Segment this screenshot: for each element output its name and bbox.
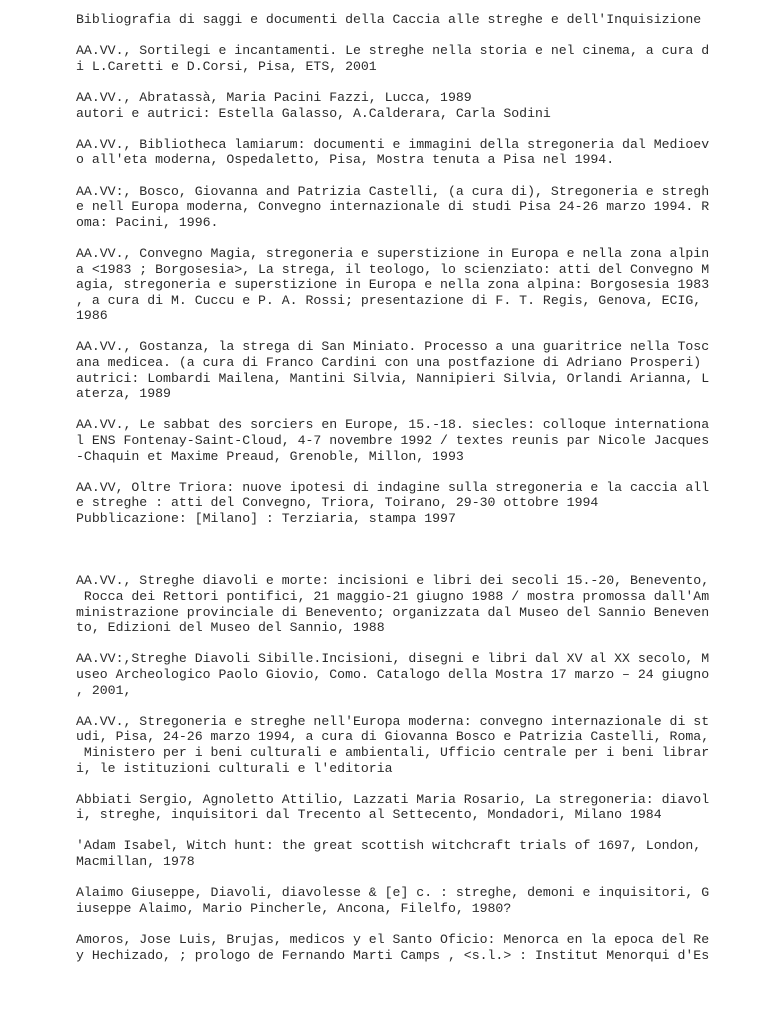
entry-text-line: Amoros, Jose Luis, Brujas, medicos y el Santo Oficio: Menorca en la epoca del Re [76, 932, 710, 948]
entry-text-line: AA.VV., Gostanza, la strega di San Miniato. Processo a una guaritrice nella Tosc [76, 339, 710, 355]
bibliography-entry [76, 90, 696, 121]
bibliography-entry [76, 573, 710, 636]
bibliography-entry [76, 43, 710, 74]
bibliography-entry [76, 245, 710, 324]
entry-text-line: 1986 [76, 308, 108, 324]
bibliography-entry [76, 417, 710, 464]
entry-text-line: , a cura di M. Cuccu e P. A. Rossi; presentazione di F. T. Regis, Genova, ECIG, [76, 292, 702, 308]
entry-text-line: useo Archeologico Paolo Giovio, Como. Catalogo della Mostra 17 marzo – 24 giugno [76, 666, 710, 682]
bibliography-list [76, 43, 710, 963]
entry-text-line: AA.VV:, Bosco, Giovanna and Patrizia Castelli, (a cura di), Stregoneria e stregh [76, 183, 710, 199]
bibliography-entry [76, 136, 710, 168]
entry-text-line: AA.VV., Convegno Magia, stregoneria e superstizione in Europa e nella zona alpin [76, 245, 710, 261]
entry-text-line: i L.Caretti e D.Corsi, Pisa, ETS, 2001 [76, 58, 377, 74]
entry-text-line: to, Edizioni del Museo del Sannio, 1988 [76, 620, 385, 636]
bibliography-entry [76, 713, 710, 776]
entry-text-line: AA.VV., Stregoneria e streghe nell'Europa moderna: convegno internazionale di st [76, 713, 710, 729]
entry-text-line: Macmillan, 1978 [76, 854, 195, 870]
entry-text-line: y Hechizado, ; prologo de Fernando Marti Camps , <s.l.> : Institut Menorqui d'Es [76, 947, 710, 963]
entry-text-line: ana medicea. (a cura di Franco Cardini con una postfazione di Adriano Prosperi) [76, 355, 702, 371]
bibliography-entry [76, 339, 710, 402]
bibliography-entry [76, 791, 710, 823]
entry-text-line: e nell Europa moderna, Convegno internazionale di studi Pisa 24-26 marzo 1994. R [76, 199, 710, 215]
entry-text-line: , 2001, [76, 682, 132, 698]
entry-text-line: Ministero per i beni culturali e ambientali, Ufficio centrale per i beni librar [76, 744, 710, 760]
bibliography-entry [76, 838, 702, 870]
entry-text-line: iuseppe Alaimo, Mario Pincherle, Ancona, Filelfo, 1980? [76, 900, 512, 916]
entry-text-line: autrici: Lombardi Mailena, Mantini Silvia, Nannipieri Silvia, Orlandi Arianna, L [76, 370, 710, 386]
entry-text-line: AA.VV., Sortilegi e incantamenti. Le streghe nella storia e nel cinema, a cura d [76, 43, 710, 59]
entry-text-line: autori e autrici: Estella Galasso, A.Calderara, Carla Sodini [76, 105, 551, 121]
entry-text-line: 'Adam Isabel, Witch hunt: the great scottish witchcraft trials of 1697, London, [76, 838, 702, 854]
entry-text-line: AA.VV., Le sabbat des sorciers en Europe, 15.-18. siecles: colloque internationa [76, 417, 710, 433]
entry-text-line: aterza, 1989 [76, 386, 171, 402]
entry-text-line: e streghe : atti del Convegno, Triora, Toirano, 29-30 ottobre 1994 [76, 495, 599, 511]
entry-text-line: i, le istituzioni culturali e l'editoria [76, 760, 393, 776]
entry-text-line: a <1983 ; Borgosesia>, La strega, il teologo, lo scienziato: atti del Convegno M [76, 261, 710, 277]
entry-text-line: AA.VV., Streghe diavoli e morte: incisioni e libri dei secoli 15.-20, Benevento, [76, 573, 710, 589]
entry-text-line: oma: Pacini, 1996. [76, 214, 219, 230]
entry-text-line: Pubblicazione: [Milano] : Terziaria, stampa 1997 [76, 511, 456, 526]
entry-text-line: o all'eta moderna, Ospedaletto, Pisa, Mostra tenuta a Pisa nel 1994. [76, 152, 615, 168]
entry-text-line: Rocca dei Rettori pontifici, 21 maggio-21 giugno 1988 / mostra promossa dall'Am [76, 588, 710, 604]
entry-text-line: AA.VV, Oltre Triora: nuove ipotesi di indagine sulla stregoneria e la caccia all [76, 479, 710, 495]
entry-text-line: AA.VV., Abratassà, Maria Pacini Fazzi, Lucca, 1989 [76, 89, 472, 105]
bibliography-entry [76, 651, 710, 698]
entry-text-line: ministrazione provinciale di Benevento; organizzata dal Museo del Sannio Beneven [76, 604, 710, 620]
bibliography-entry [76, 183, 710, 231]
entry-text-line: l ENS Fontenay-Saint-Cloud, 4-7 novembre 1992 / textes reunis par Nicole Jacques [76, 433, 710, 449]
entry-text-line: AA.VV:,Streghe Diavoli Sibille.Incisioni, disegni e libri dal XV al XX secolo, M [76, 651, 710, 667]
entry-text-line: Abbiati Sergio, Agnoletto Attilio, Lazzati Maria Rosario, La stregoneria: diavol [76, 791, 710, 807]
bibliography-entry [76, 479, 710, 527]
document-title: Bibliografia di saggi e documenti della Caccia alle streghe e dell'Inquisizione [76, 12, 702, 27]
entry-text-line: agia, stregoneria e superstizione in Europa e nella zona alpina: Borgosesia 1983 [76, 277, 710, 293]
entry-text-line: i, streghe, inquisitori dal Trecento al Settecento, Mondadori, Milano 1984 [76, 807, 662, 823]
bibliography-entry [76, 885, 710, 916]
document-page [76, 12, 710, 979]
entry-text-line: udi, Pisa, 24-26 marzo 1994, a cura di Giovanna Bosco e Patrizia Castelli, Roma, [76, 729, 710, 745]
entry-text-line: -Chaquin et Maxime Preaud, Grenoble, Millon, 1993 [76, 448, 464, 464]
entry-text-line: AA.VV., Bibliotheca lamiarum: documenti e immagini della stregoneria dal Medioev [76, 136, 710, 152]
bibliography-entry [76, 932, 710, 963]
entry-text-line: Alaimo Giuseppe, Diavoli, diavolesse & [e] c. : streghe, demoni e inquisitori, G [76, 885, 710, 901]
